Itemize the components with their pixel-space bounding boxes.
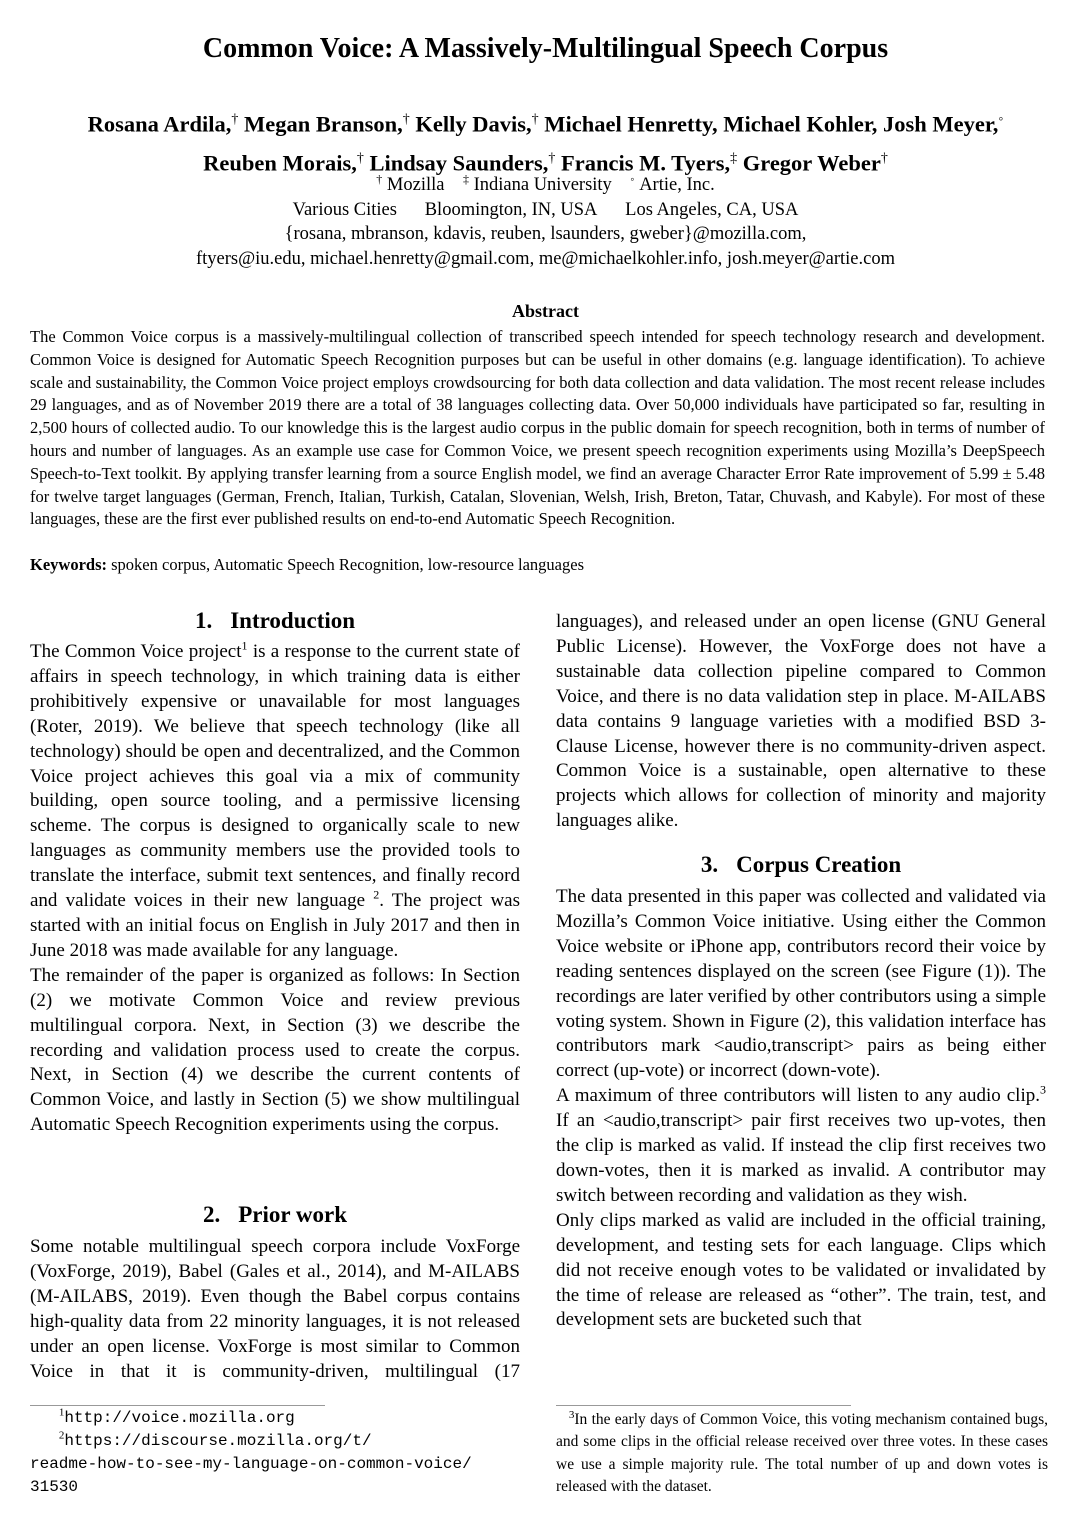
text-run: If an <audio,transcript> pair first receives two up-votes, then the clip is marked as valid. If instead the clip first receives two down-votes, then it is marked as invalid. A contributor may switch between recording and validation as they wish. — [556, 1110, 1046, 1206]
paragraph — [30, 640, 520, 964]
affiliation-mark: ‡ — [462, 172, 469, 186]
prior-work-body-left — [30, 1235, 520, 1385]
footnote-mark: 1 — [58, 1406, 65, 1419]
footnote-link[interactable]: http://voice.mozilla.org — [64, 1409, 295, 1427]
keywords-label: Keywords: — [30, 555, 107, 574]
location: Los Angeles, CA, USA — [625, 199, 799, 220]
author-name: Francis M. Tyers, — [560, 150, 731, 175]
affiliation-mark: † — [376, 172, 383, 186]
author-mark: † — [880, 150, 888, 166]
abstract-text: The Common Voice corpus is a massively-multilingual collection of transcribed speech intended for speech technology research and development. Common Voice is designed for Automatic Speech Recognition purposes but can be useful in other domains (e.g. language identification). To achieve scale and sustainability, the Common Voice project employs crowdsourcing for both data collection and data validation. The most recent release includes 29 languages, and as of November 2019 there are a total of 38 languages collecting data. Over 50,000 individuals have participated so far, resulting in 2,500 hours of collected audio. To our knowledge this is the largest audio corpus in the public domain for speech recognition, both in terms of number of hours and number of languages. As an example use case for Common Voice, we present speech recognition experiments using Mozilla’s DeepSpeech Speech-to-Text toolkit. By applying transfer learning from a source English model, we find an average Character Error Rate improvement of 5.99 ± 5.48 for twelve target languages (German, French, Italian, Turkish, Catalan, Slovenian, Welsh, Irish, Breton, Tatar, Chuvash, and Kabyle). For most of these languages, these are the first ever published results on end-to-end Automatic Speech Recognition. — [30, 327, 1045, 529]
author-name: Kelly Davis, — [415, 111, 532, 137]
text-run: is a response to the current state of affairs in speech technology, in which training data is either prohibitively expensive or unavailable for most languages (Roter, 2019). We believe that speech technology (like all technology) should be open and decentralized, and the Common Voice project achieves this goal via a mix of community building, open source tooling, and a permissive licensing scheme. The corpus is designed to organically scale to new languages as community members use the provided tools to translate the interface, submit text sentences, and finally record and validate voices in their new language — [30, 641, 520, 912]
author-mark: † — [356, 150, 364, 166]
section-number: 2. — [202, 1202, 221, 1227]
author-name: Michael Henretty, — [544, 111, 718, 137]
author-mark: † — [402, 112, 410, 127]
author-mark: † — [548, 150, 556, 166]
paper-title: Common Voice: A Massively-Multilingual Speech Corpus — [202, 33, 889, 64]
affiliation-name: Mozilla — [386, 175, 445, 196]
prior-work-body-right — [556, 610, 1046, 835]
author-name: Rosana Ardila, — [87, 111, 232, 137]
section-title: Corpus Creation — [736, 852, 902, 877]
location: Bloomington, IN, USA — [424, 199, 598, 220]
section-number: 3. — [700, 852, 719, 877]
footnote-rule — [30, 1405, 325, 1406]
footnote-link[interactable]: https://discourse.mozilla.org/t/ — [64, 1432, 372, 1450]
affiliation-name: Artie, Inc. — [639, 175, 715, 196]
paragraph: The data presented in this paper was collected and validated via Mozilla’s Common Voice initiative. Using either the Common Voice website or iPhone app, contributors record their voice by reading sentences displayed on the screen (see Figure (1)). The recordings are later verified by other contributors using a simple voting system. Shown in Figure (2), this validation interface has contributors mark <audio,transcript> pairs as being either correct (up-vote) or incorrect (down-vote). — [556, 886, 1046, 1082]
text-run: A maximum of three contributors will listen to any audio clip. — [556, 1085, 1040, 1107]
footnote-2-cont[interactable]: readme-how-to-see-my-language-on-common-voice/ — [30, 1455, 472, 1473]
location: Various Cities — [292, 199, 397, 220]
footnote-mark: 3 — [568, 1408, 575, 1421]
corpus-creation-body — [556, 885, 1046, 1333]
author-mark: ◦ — [998, 112, 1004, 127]
author-line-1 — [20, 103, 1071, 142]
author-name: Reuben Morais, — [203, 150, 357, 175]
author-mark: † — [531, 112, 539, 127]
footnote-1 — [30, 1407, 560, 1430]
footnote-text: In the early days of Common Voice, this voting mechanism contained bugs, and some clips in the official release received over three votes. In these cases we use a simple majority rule. The total number of up and down votes is released with the dataset. — [556, 1411, 1049, 1495]
section-number: 1. — [194, 608, 213, 633]
email-line: {rosana, mbranson, kdavis, reuben, lsaunders, gweber}@mozilla.com, — [284, 224, 807, 245]
author-name: Michael Kohler, — [723, 111, 878, 137]
author-mark: † — [231, 112, 239, 127]
email-line: ftyers@iu.edu, michael.henretty@gmail.com, me@michaelkohler.info, josh.meyer@artie.com — [196, 248, 895, 269]
author-name: Gregor Weber — [742, 150, 881, 175]
introduction-body — [30, 640, 520, 1138]
prior-work-continuation — [556, 610, 1046, 834]
keywords-text: spoken corpus, Automatic Speech Recognition, low-resource languages — [107, 555, 585, 574]
author-name: Josh Meyer, — [883, 111, 999, 137]
text-run: The Common Voice project — [30, 641, 242, 662]
paragraph: Some notable multilingual speech corpora include VoxForge (VoxForge, 2019), Babel (Gales et al., 2014), and M-AILABS (M-AILABS, 2019). Even though the Babel corpus contains high-quality data from 22 minority languages, it is not released under an open license. VoxForge is most similar to Common Voice in that it is community-driven, multilingual (17 — [30, 1236, 520, 1382]
text-run: . The project was started with an initial focus on English in July 2017 and then in June 2018 was made available for any language. — [30, 890, 521, 961]
paragraph: Only clips marked as valid are included in the official training, development, and testing sets for each language. Clips which did not receive enough votes to be validated or invalidated by the time of release are released as “other”. The train, test, and development sets are bucketed such that — [556, 1209, 1046, 1331]
affiliation-name: Indiana University — [473, 175, 612, 196]
footnote-2 — [30, 1430, 560, 1453]
footnote-ref[interactable]: 2 — [373, 887, 380, 902]
footnote-rule — [556, 1405, 851, 1406]
author-mark: ‡ — [730, 150, 738, 166]
footnotes-left — [30, 1407, 560, 1499]
footnote-2-cont[interactable]: 31530 — [30, 1478, 79, 1496]
section-heading-introduction — [30, 606, 520, 636]
footnote-mark: 2 — [58, 1429, 65, 1442]
paragraph: languages), and released under an open license (GNU General Public License). However, the VoxForge does not have a sustainable data collection pipeline compared to Common Voice, and there is no data validation step in place. M-AILABS data contains 9 language varieties with a modified BSD 3-Clause License, however there is no community-driven aspect. Common Voice is a sustainable, open alternative to these projects which allows for collection of minority and majority languages alike. — [556, 611, 1046, 832]
author-name: Megan Branson, — [244, 111, 403, 137]
footnote-ref[interactable]: 1 — [241, 638, 248, 653]
keywords — [30, 554, 1045, 576]
footnote-ref[interactable]: 3 — [1040, 1082, 1046, 1097]
affiliations — [20, 167, 1071, 271]
paragraph — [556, 1084, 1046, 1209]
author-name: Lindsay Saunders, — [369, 150, 549, 175]
affiliation-orgs — [20, 167, 1071, 198]
affiliation-locations — [20, 198, 1071, 223]
footnote-3 — [556, 1409, 1048, 1498]
abstract-heading: Abstract — [512, 301, 579, 321]
paragraph: The remainder of the paper is organized as follows: In Section (2) we motivate Common Voice and review previous multilingual corpora. Next, in Section (3) we describe the recording and validation process used to create the corpus. Next, in Section (4) we describe the current contents of Common Voice, and lastly in Section (5) we show multilingual Automatic Speech Recognition experiments using the corpus. — [30, 964, 520, 1136]
section-title: Prior work — [238, 1202, 348, 1227]
section-title: Introduction — [230, 608, 356, 633]
section-heading-prior-work — [30, 1200, 520, 1230]
section-heading-corpus-creation — [556, 850, 1046, 880]
affiliation-mark: ◦ — [630, 172, 635, 186]
